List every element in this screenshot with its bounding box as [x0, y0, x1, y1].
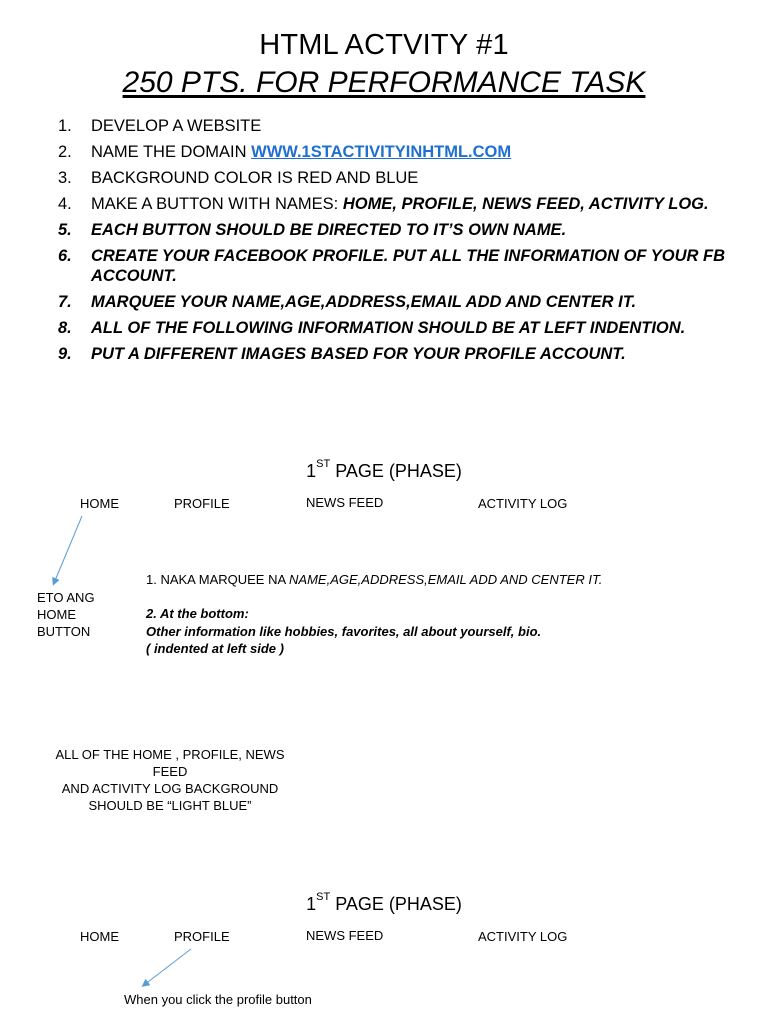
bottom-indent-note: ( indented at left side ): [146, 641, 284, 656]
nav-home[interactable]: HOME: [80, 929, 119, 944]
list-item: 7. MARQUEE YOUR NAME,AGE,ADDRESS,EMAIL ADD AND CENTER IT.: [58, 293, 637, 311]
home-button-note: ETO ANG HOME BUTTON: [37, 590, 95, 639]
list-item: 9. PUT A DIFFERENT IMAGES BASED FOR YOUR PROFILE ACCOUNT.: [58, 345, 626, 363]
nav-profile[interactable]: PROFILE: [174, 496, 230, 511]
home-arrow-icon: [54, 516, 82, 583]
background-note: ALL OF THE HOME , PROFILE, NEWS FEED AND ACTIVITY LOG BACKGROUND SHOULD BE “LIGHT BLUE”: [55, 747, 285, 813]
nav-profile[interactable]: PROFILE: [174, 929, 230, 944]
list-item: 1. DEVELOP A WEBSITE: [58, 117, 262, 135]
list-item: 6. CREATE YOUR FACEBOOK PROFILE. PUT ALL THE INFORMATION OF YOUR FB ACCOUNT.: [58, 247, 726, 285]
list-item: 2. NAME THE DOMAIN WWW.1STACTIVITYINHTML.COM: [58, 143, 512, 161]
nav-home[interactable]: HOME: [80, 496, 119, 511]
profile-button-note: When you click the profile button: [124, 992, 312, 1007]
list-item: 3. BACKGROUND COLOR IS RED AND BLUE: [58, 169, 419, 187]
profile-arrow-icon: [144, 949, 191, 985]
bottom-info: Other information like hobbies, favorites, all about yourself, bio.: [146, 624, 542, 639]
phase2-heading: 1ST PAGE (PHASE): [306, 891, 462, 914]
nav-activity-log[interactable]: ACTIVITY LOG: [478, 929, 568, 944]
page-subtitle: 250 PTS. FOR PERFORMANCE TASK: [122, 66, 646, 99]
phase1-heading: 1ST PAGE (PHASE): [306, 458, 462, 481]
list-item: 4. MAKE A BUTTON WITH NAMES: HOME, PROFILE, NEWS FEED, ACTIVITY LOG.: [58, 195, 709, 213]
nav-news-feed[interactable]: NEWS FEED: [306, 928, 384, 943]
marquee-note: 1. NAKA MARQUEE NA NAME,AGE,ADDRESS,EMAIL ADD AND CENTER IT.: [146, 572, 603, 587]
bottom-label: 2. At the bottom:: [146, 606, 249, 621]
list-item: 5. EACH BUTTON SHOULD BE DIRECTED TO IT’S OWN NAME.: [58, 221, 567, 239]
nav-activity-log[interactable]: ACTIVITY LOG: [478, 496, 568, 511]
nav-news-feed[interactable]: NEWS FEED: [306, 495, 384, 510]
page-title: HTML ACTVITY #1: [259, 29, 509, 61]
list-item: 8. ALL OF THE FOLLOWING INFORMATION SHOULD BE AT LEFT INDENTION.: [58, 319, 686, 337]
domain-link[interactable]: WWW.1STACTIVITYINHTML.COM: [251, 143, 512, 161]
